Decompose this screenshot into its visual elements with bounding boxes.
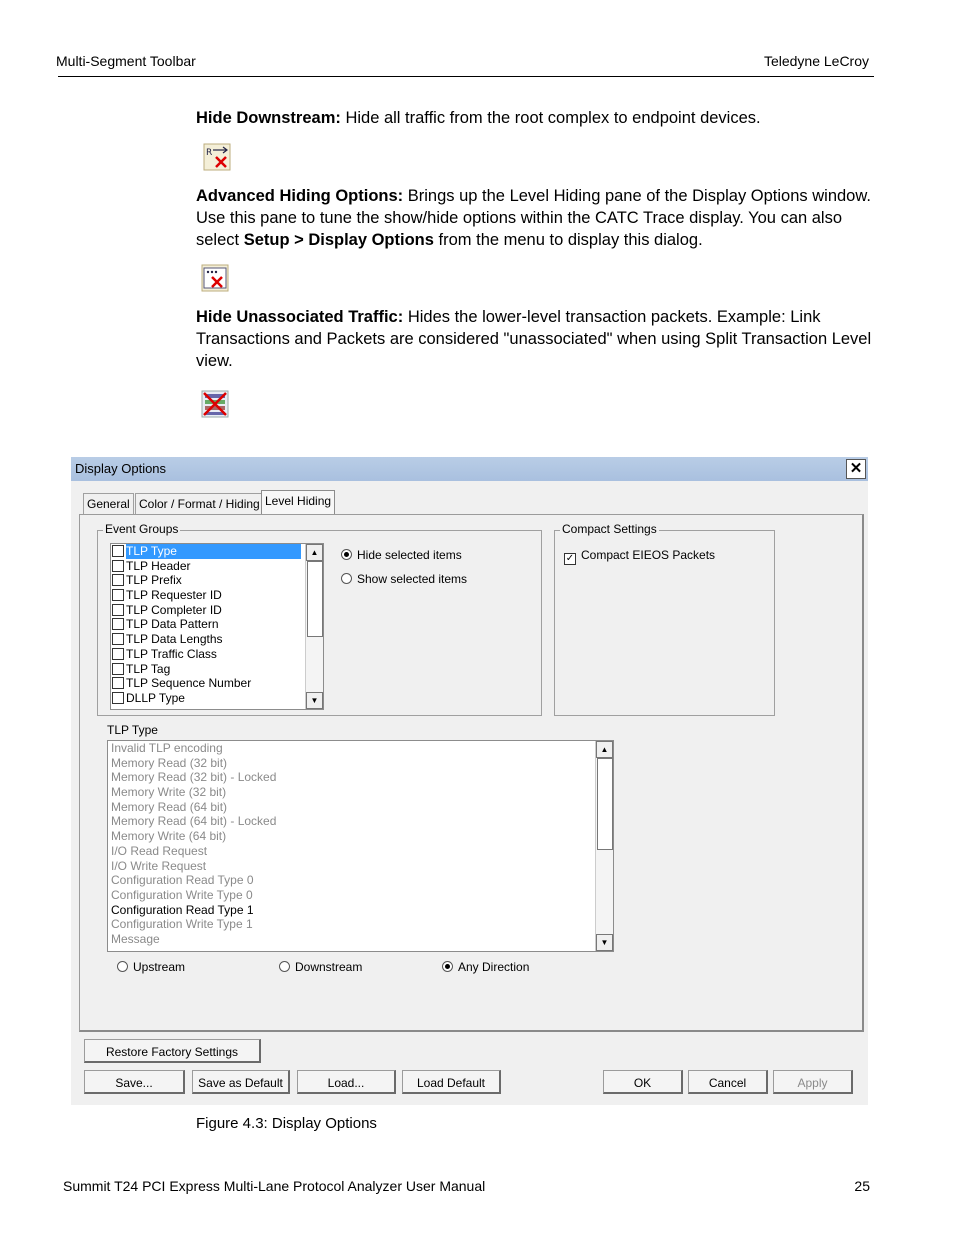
- scroll-thumb[interactable]: [597, 758, 613, 850]
- compact-settings-group: [554, 522, 775, 716]
- menu-path: Setup > Display Options: [243, 231, 434, 249]
- event-group-item[interactable]: [111, 632, 323, 647]
- checkbox-icon[interactable]: [112, 545, 124, 557]
- para-advanced-hiding: [196, 185, 876, 251]
- tlp-type-scrollbar[interactable]: [595, 741, 613, 951]
- event-group-label: TLP Sequence Number: [126, 676, 252, 691]
- show-selected-label: Show selected items: [357, 572, 468, 586]
- tlp-type-item[interactable]: Memory Write (64 bit): [111, 829, 227, 844]
- tlp-type-item[interactable]: Memory Write (32 bit): [111, 785, 227, 800]
- radio-icon: [442, 961, 453, 972]
- event-group-item[interactable]: [111, 544, 323, 559]
- tlp-type-item[interactable]: Configuration Read Type 0: [111, 873, 254, 888]
- event-group-item[interactable]: [111, 647, 323, 662]
- upstream-radio[interactable]: [117, 960, 185, 974]
- desc: Brings up the Level Hiding pane of the Display Options window. Use this pane to tune the show/hide options within the CATC Trace display. You can also select: [196, 187, 871, 249]
- hide-unassociated-icon: [201, 390, 229, 418]
- tlp-type-item[interactable]: Memory Read (32 bit) - Locked: [111, 770, 277, 785]
- desc2: from the menu to display this dialog.: [433, 231, 703, 249]
- downstream-label: Downstream: [295, 960, 363, 974]
- tab-level-hiding[interactable]: Level Hiding: [261, 490, 335, 515]
- checkbox-icon[interactable]: [112, 633, 124, 645]
- checkbox-icon[interactable]: [112, 677, 124, 689]
- checkbox-icon[interactable]: [112, 648, 124, 660]
- tlp-type-item[interactable]: Configuration Write Type 1: [111, 917, 253, 932]
- hide-selected-radio[interactable]: [341, 548, 462, 562]
- event-group-label: TLP Completer ID: [126, 602, 222, 617]
- hide-downstream-icon: [203, 143, 231, 171]
- checkbox-icon[interactable]: [112, 560, 124, 572]
- header-left: Multi-Segment Toolbar: [56, 53, 196, 69]
- event-groups-list[interactable]: [110, 543, 324, 710]
- dialog-title: Display Options: [75, 461, 167, 476]
- event-group-item[interactable]: [111, 662, 323, 677]
- event-groups-scrollbar[interactable]: [305, 544, 323, 709]
- any-direction-radio[interactable]: [442, 960, 529, 974]
- checkbox-icon[interactable]: [112, 604, 124, 616]
- figure-caption: Figure 4.3: Display Options: [196, 1115, 377, 1132]
- load-button[interactable]: Load...: [297, 1070, 396, 1094]
- tlp-type-item[interactable]: I/O Read Request: [111, 843, 208, 858]
- advanced-hiding-icon: [201, 264, 229, 292]
- upstream-label: Upstream: [133, 960, 186, 974]
- header-rule: [58, 76, 874, 77]
- tlp-type-item[interactable]: Message: [111, 931, 160, 946]
- para-hide-downstream: [196, 107, 876, 129]
- svg-text:R: R: [206, 148, 213, 158]
- event-group-label: TLP Traffic Class: [126, 646, 217, 661]
- event-group-label: TLP Header: [126, 558, 191, 573]
- term: Hide Downstream:: [196, 109, 341, 127]
- event-group-item[interactable]: [111, 691, 323, 706]
- tab-general[interactable]: General: [83, 493, 134, 514]
- tlp-type-item[interactable]: Memory Read (64 bit): [111, 799, 228, 814]
- tlp-type-item[interactable]: I/O Write Request: [111, 858, 207, 873]
- event-group-label: TLP Requester ID: [126, 588, 222, 603]
- event-group-label: TLP Tag: [126, 661, 171, 676]
- desc: Hide all traffic from the root complex to endpoint devices.: [340, 109, 761, 127]
- tab-color-format-hiding[interactable]: Color / Format / Hiding: [135, 493, 264, 514]
- event-group-item[interactable]: [111, 588, 323, 603]
- hide-selected-label: Hide selected items: [357, 548, 462, 562]
- scroll-down-icon[interactable]: ▼: [306, 692, 323, 709]
- radio-icon: [341, 573, 352, 584]
- footer-title: Summit T24 PCI Express Multi-Lane Protocol Analyzer User Manual: [63, 1178, 486, 1194]
- save-button[interactable]: Save...: [84, 1070, 185, 1094]
- ok-button[interactable]: OK: [603, 1070, 683, 1094]
- checkbox-icon: ✓: [565, 553, 575, 564]
- scroll-down-icon[interactable]: ▼: [596, 934, 613, 951]
- tlp-type-item[interactable]: Invalid TLP encoding: [111, 741, 223, 755]
- checkbox-icon[interactable]: [112, 663, 124, 675]
- event-group-item[interactable]: [111, 676, 323, 691]
- header-right: Teledyne LeCroy: [763, 53, 869, 69]
- radio-icon: [117, 961, 128, 972]
- restore-factory-settings-button[interactable]: Restore Factory Settings: [84, 1039, 261, 1063]
- desc: Hides the lower-level transaction packets. Example: Link Transactions and Packets are considered "unassociated" when using Split Transaction Level view.: [196, 308, 872, 370]
- save-as-default-button[interactable]: Save as Default: [192, 1070, 290, 1094]
- event-group-label: TLP Data Lengths: [126, 632, 223, 647]
- radio-icon: [279, 961, 290, 972]
- event-group-item[interactable]: [111, 573, 323, 588]
- event-group-label: TLP Type: [126, 544, 301, 559]
- load-default-button[interactable]: Load Default: [402, 1070, 501, 1094]
- event-group-label: TLP Prefix: [126, 573, 182, 588]
- event-group-item[interactable]: [111, 559, 323, 574]
- checkbox-icon[interactable]: [112, 589, 124, 601]
- tlp-type-item[interactable]: Memory Read (32 bit): [111, 755, 228, 770]
- term: Advanced Hiding Options:: [196, 187, 404, 205]
- event-group-label: DLLP Type: [126, 690, 185, 705]
- checkbox-icon[interactable]: [112, 574, 124, 586]
- level-hiding-panel: [79, 514, 864, 1032]
- page-number: 25: [854, 1178, 870, 1194]
- tlp-type-item[interactable]: Configuration Read Type 1: [111, 902, 254, 917]
- tlp-type-list[interactable]: [107, 740, 614, 952]
- apply-button[interactable]: Apply: [773, 1070, 853, 1094]
- close-icon[interactable]: ✕: [846, 459, 866, 479]
- scroll-thumb[interactable]: [307, 561, 323, 637]
- compact-settings-label: Compact Settings: [562, 522, 657, 536]
- para-hide-unassociated: [196, 306, 876, 372]
- any-direction-label: Any Direction: [458, 960, 530, 974]
- checkbox-icon[interactable]: [112, 618, 124, 630]
- scroll-up-icon[interactable]: ▲: [306, 544, 323, 561]
- downstream-radio[interactable]: [279, 960, 362, 974]
- radio-icon: [341, 549, 352, 560]
- event-groups-label: Event Groups: [105, 522, 179, 536]
- cancel-button[interactable]: Cancel: [688, 1070, 768, 1094]
- scroll-up-icon[interactable]: ▲: [596, 741, 613, 758]
- display-options-dialog: [71, 457, 868, 1105]
- event-group-label: TLP Data Pattern: [126, 617, 219, 632]
- term: Hide Unassociated Traffic:: [196, 308, 404, 326]
- tlp-type-item[interactable]: Configuration Write Type 0: [111, 887, 253, 902]
- tlp-type-item[interactable]: Memory Read (64 bit) - Locked: [111, 814, 277, 829]
- event-group-item[interactable]: [111, 603, 323, 618]
- tlp-type-label: TLP Type: [107, 723, 158, 737]
- dialog-titlebar: [71, 457, 868, 481]
- event-group-item[interactable]: [111, 617, 323, 632]
- compact-eieos-checkbox[interactable]: [564, 548, 715, 565]
- checkbox-icon[interactable]: [112, 692, 124, 704]
- event-groups-group: [97, 522, 542, 716]
- compact-eieos-label: Compact EIEOS Packets: [581, 548, 716, 562]
- show-selected-radio[interactable]: [341, 572, 467, 586]
